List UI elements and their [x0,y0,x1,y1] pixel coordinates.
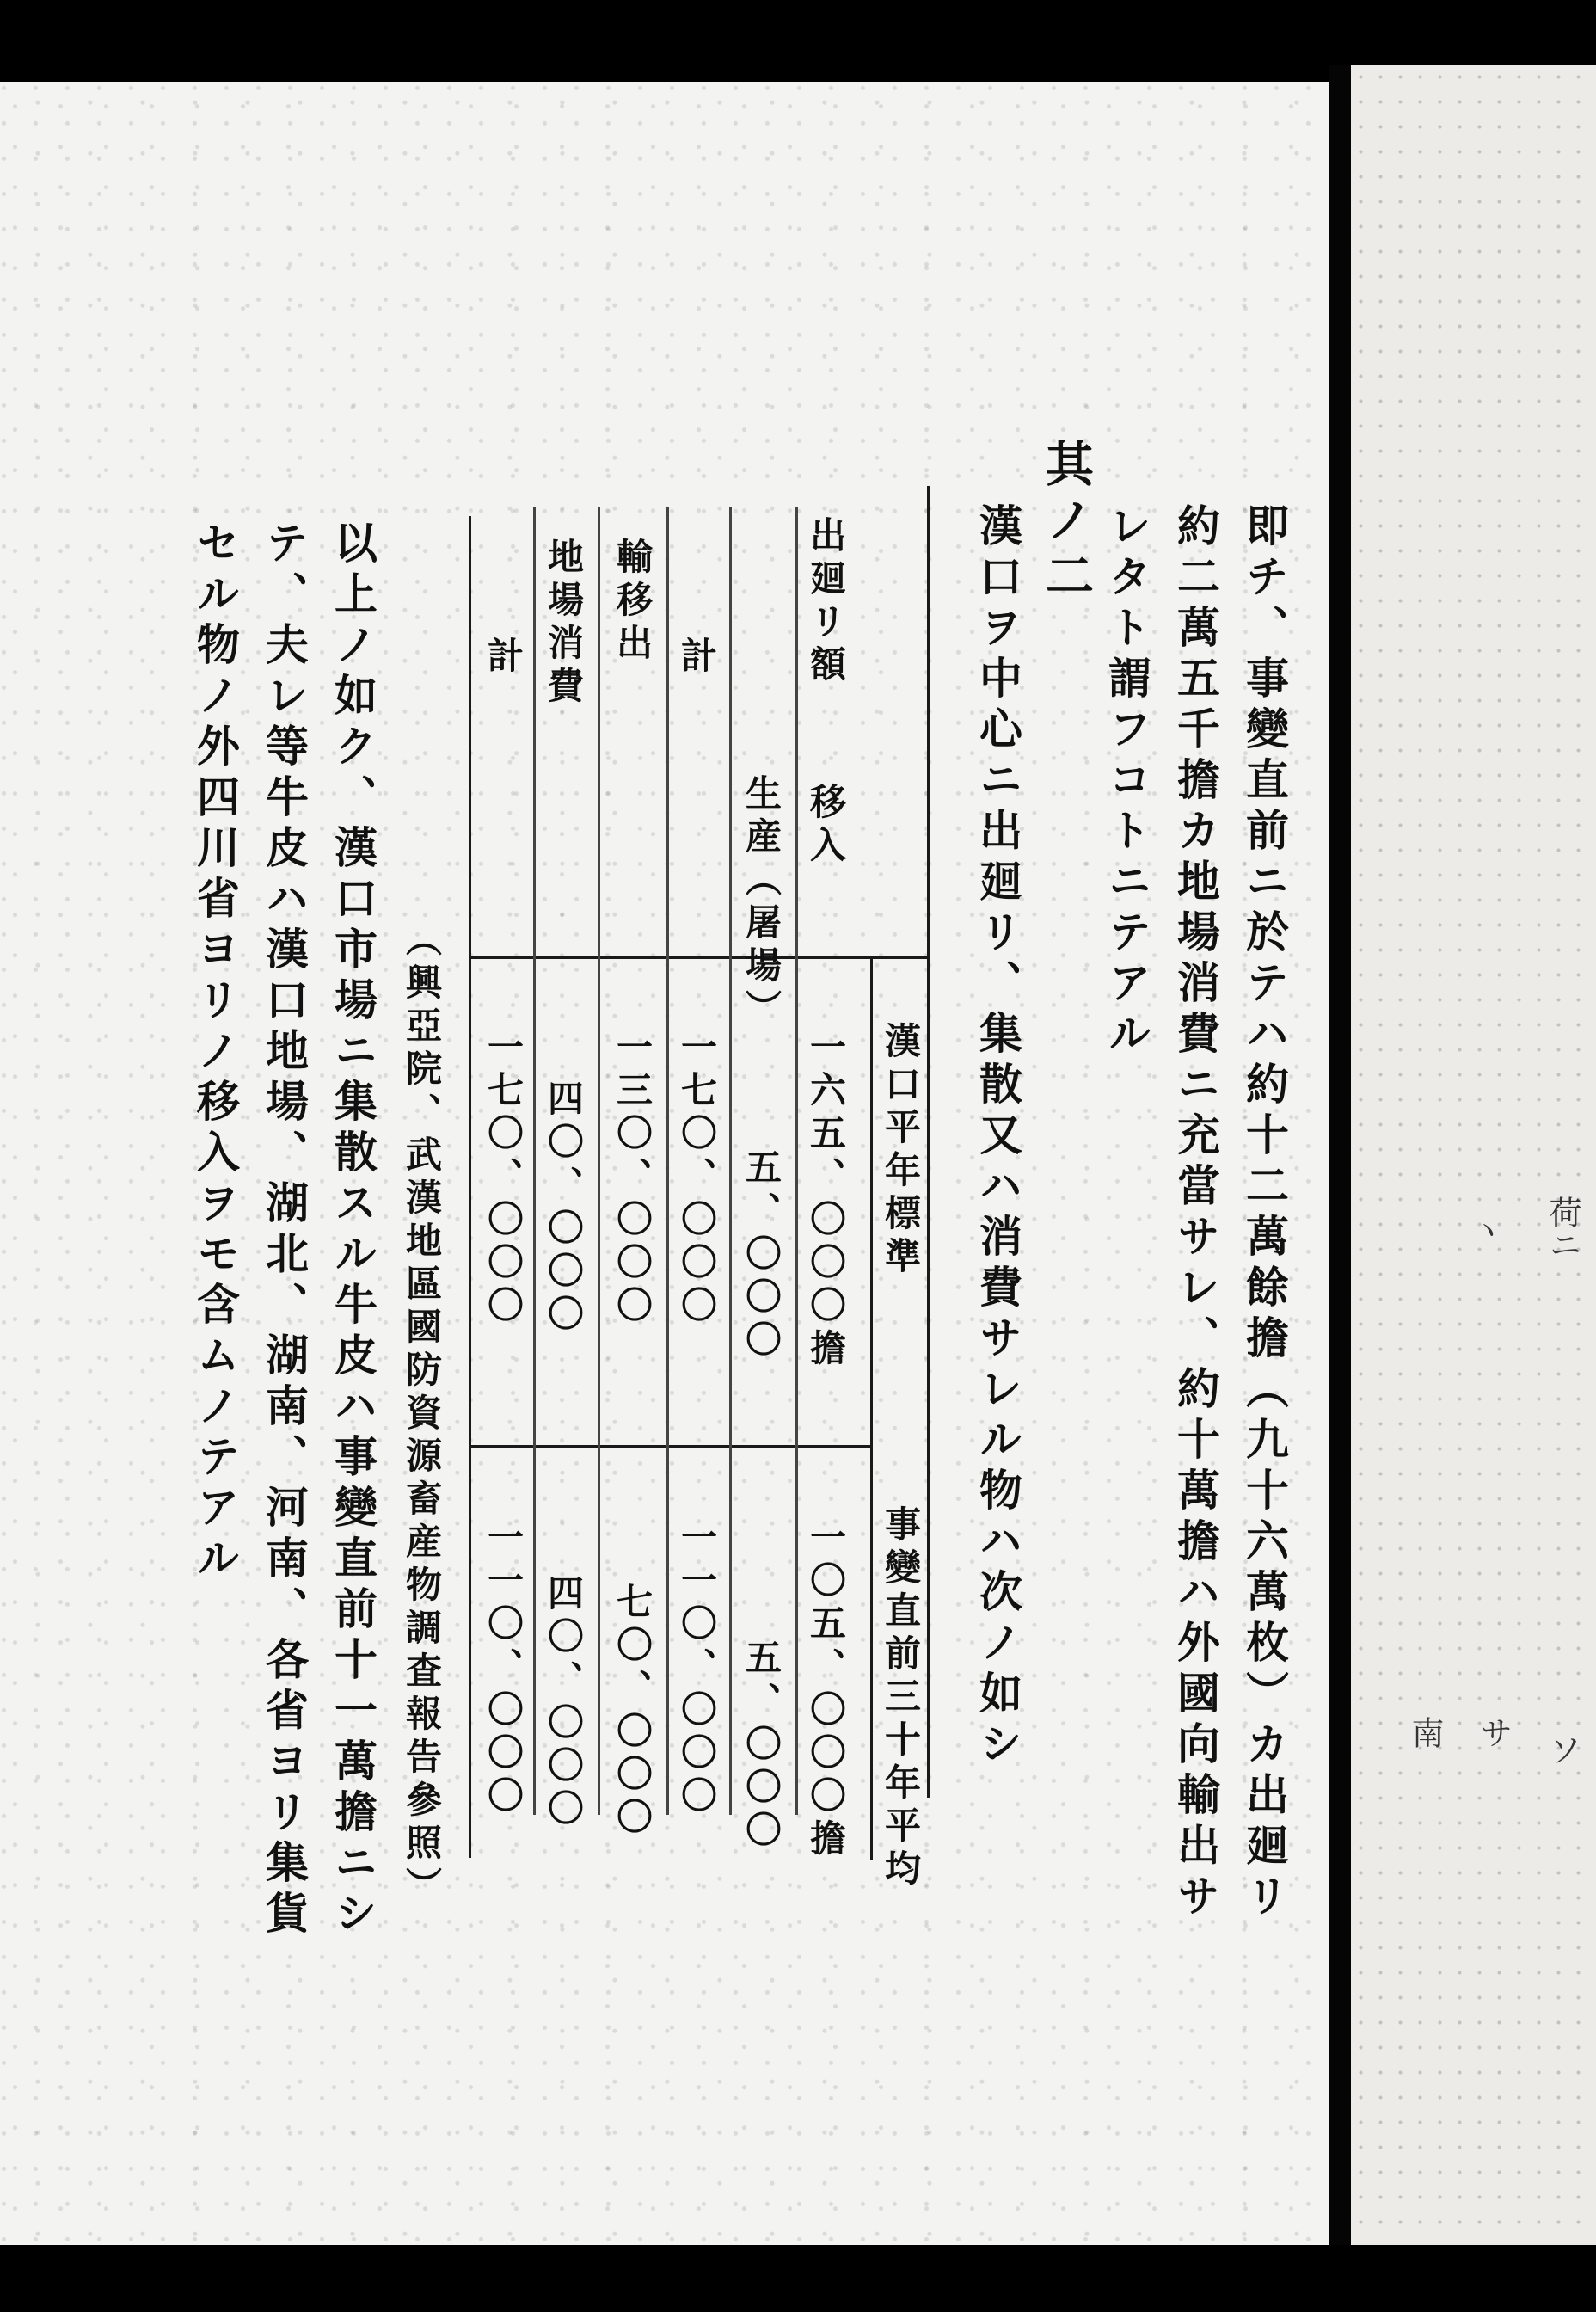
section-title: 其ノ二 [1038,439,1095,606]
table-col-line-5 [533,507,536,1815]
header-avg-2: 事變直前三十年平均 [880,1505,922,1892]
row-label-subtotal: 計 [676,636,718,679]
cell-subtotal-avg1: 一七〇、〇〇〇 [676,1028,718,1329]
page-gutter [1329,65,1351,2254]
header-item-group: 出廻リ額 [805,516,847,688]
closing-line-3: セル物ノ外四川省ヨリノ移入ヲモ含ムノテアル [190,520,241,1586]
body-line-2: 約二萬五千擔カ地場消費ニ充當サレ、約十萬擔ハ外國向輸出サ [1170,503,1221,1924]
cell-production-avg1: 五、〇〇〇 [740,1148,783,1363]
table-col-line-3 [666,507,669,1815]
cell-import-avg1: 一六五、〇〇〇擔 [805,1028,847,1372]
cell-total-avg2: 一一〇、〇〇〇 [482,1518,525,1819]
cell-export-avg1: 一三〇、〇〇〇 [611,1028,654,1329]
table-col-line-2 [729,507,732,1815]
table-header-divider [870,956,873,1860]
table-rule-upper [469,956,929,959]
body-line-1: 即チ、事變直前ニ於テハ約十二萬餘擔（九十六萬枚）カ出廻リ [1239,503,1290,1924]
cell-production-avg2: 五、〇〇〇 [740,1639,783,1854]
adjacent-fragment-1: 荷ニ [1544,1196,1581,1261]
row-label-total: 計 [482,636,525,679]
adjacent-fragment-2: ヽ [1466,1213,1504,1245]
film-border-bottom [0,2245,1596,2312]
table-border-right [927,486,930,1798]
adjacent-fragment-3: サ [1475,1716,1513,1749]
closing-line-2: テ、夫レ等牛皮ハ漢口地場、湖北、湖南、河南、各省ヨリ集貨 [259,520,310,1941]
table-rule-lower [469,1445,873,1448]
source-note: （興亞院、武漢地區國防資源畜産物調査報告參照） [401,920,443,1909]
row-label-export: 輸移出 [611,538,654,667]
cell-export-avg2: 七〇、〇〇〇 [611,1583,654,1841]
closing-line-1: 以上ノ如ク、漢口市場ニ集散スル牛皮ハ事變直前十一萬擔ニシ [328,520,378,1941]
row-label-local: 地場消費 [543,538,585,710]
adjacent-fragment-4: 南 [1406,1716,1444,1749]
table-col-line-1 [795,507,798,1815]
adjacent-fragment-5: ソ [1544,1733,1581,1766]
cell-subtotal-avg2: 一一〇、〇〇〇 [676,1518,718,1819]
table-col-line-4 [598,507,600,1815]
row-label-production: 生産（屠場） [740,774,783,1032]
body-line-3: レタト謂フコトニテアル [1102,503,1152,1061]
cell-local-avg2: 四〇、〇〇〇 [543,1574,585,1832]
adjacent-page [1351,65,1596,2254]
table-border-left [469,516,471,1858]
body-line-5: 漢口ヲ中心ニ出廻リ、集散又ハ消費サレル物ハ次ノ如シ [973,503,1023,1772]
row-label-import: 移入 [805,783,847,869]
cell-local-avg1: 四〇、〇〇〇 [543,1079,585,1337]
cell-import-avg2: 一〇五、〇〇〇擔 [805,1518,847,1862]
cell-total-avg1: 一七〇、〇〇〇 [482,1028,525,1329]
header-avg-1: 漢口平年標準 [880,1022,922,1280]
